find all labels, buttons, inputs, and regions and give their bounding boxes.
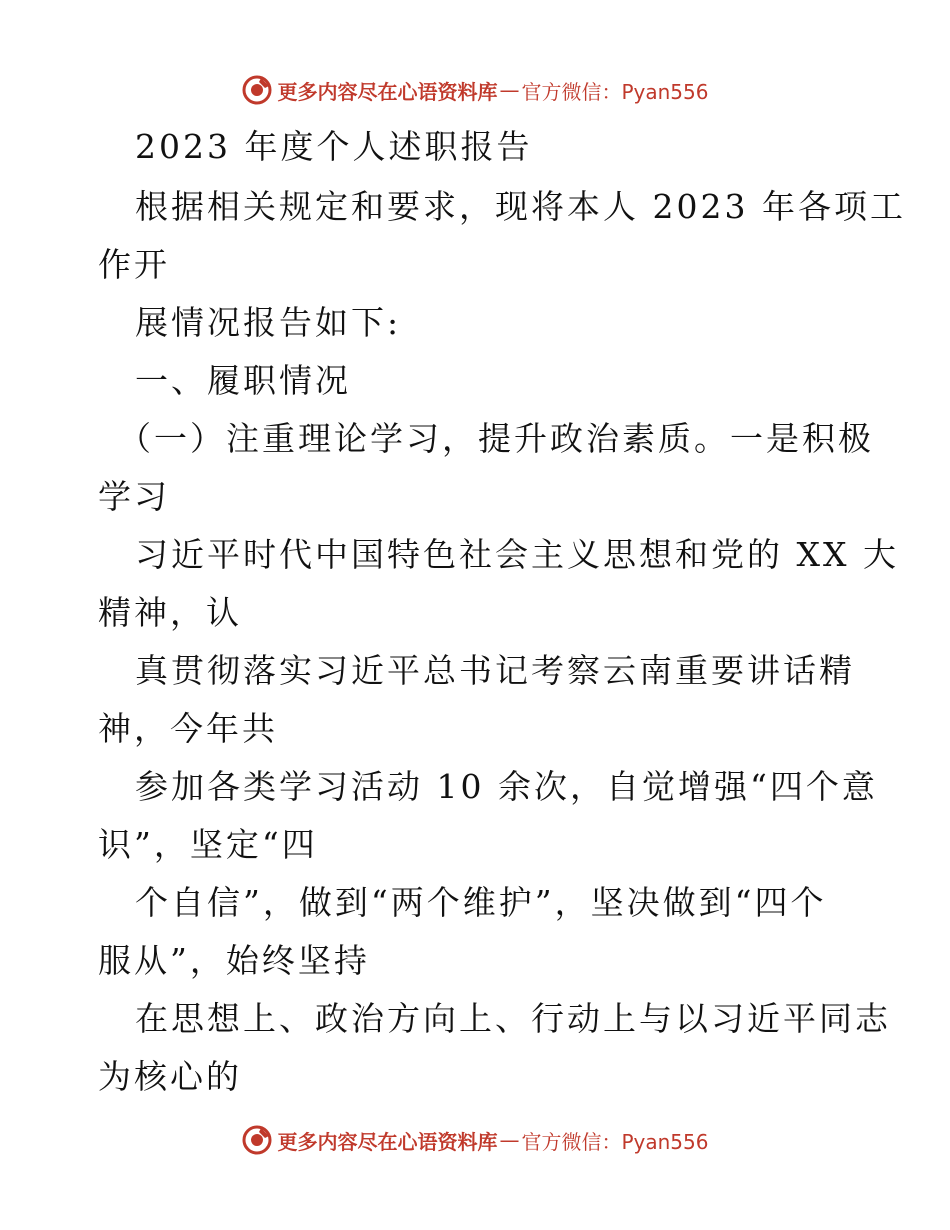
subsection-line: （一）注重理论学习，提升政治素质。一是积极 xyxy=(118,419,874,458)
section-heading: 一、履职情况 xyxy=(135,361,351,400)
banner-separator: — xyxy=(499,78,520,102)
paragraph-line: 作开 xyxy=(98,245,170,284)
banner-text: 更多内容尽在心语资料库 xyxy=(277,79,498,104)
banner-contact: 官方微信：Pyan556 xyxy=(521,79,709,104)
stamp-logo-icon xyxy=(241,1124,273,1156)
banner-contact: 官方微信：Pyan556 xyxy=(521,1129,709,1154)
paragraph-line: 真贯彻落实习近平总书记考察云南重要讲话精 xyxy=(135,651,855,690)
paragraph-line: 为核心的 xyxy=(98,1057,242,1096)
paragraph-line: 展情况报告如下: xyxy=(135,303,402,342)
paragraph-line: 学习 xyxy=(98,477,170,516)
footer-watermark-banner xyxy=(0,1120,950,1160)
paragraph-line: 在思想上、政治方向上、行动上与以习近平同志 xyxy=(135,999,891,1038)
document-title: 2023 年度个人述职报告 xyxy=(135,127,533,166)
paragraph-line: 参加各类学习活动 10 余次，自觉增强“四个意 xyxy=(135,767,878,806)
banner-text: 更多内容尽在心语资料库 xyxy=(277,1129,498,1154)
paragraph-line: 识”，坚定“四 xyxy=(98,825,318,864)
header-watermark-banner xyxy=(0,70,950,110)
paragraph-line: 神，今年共 xyxy=(98,709,278,748)
paragraph-line: 个自信”，做到“两个维护”，坚决做到“四个 xyxy=(135,883,827,922)
paragraph-line: 根据相关规定和要求，现将本人 2023 年各项工 xyxy=(135,187,906,226)
paragraph-line: 服从”，始终坚持 xyxy=(98,941,370,980)
banner-separator: — xyxy=(499,1128,520,1152)
paragraph-line: 习近平时代中国特色社会主义思想和党的 XX 大 xyxy=(135,535,899,574)
paragraph-line: 精神，认 xyxy=(98,593,242,632)
stamp-logo-icon xyxy=(241,74,273,106)
